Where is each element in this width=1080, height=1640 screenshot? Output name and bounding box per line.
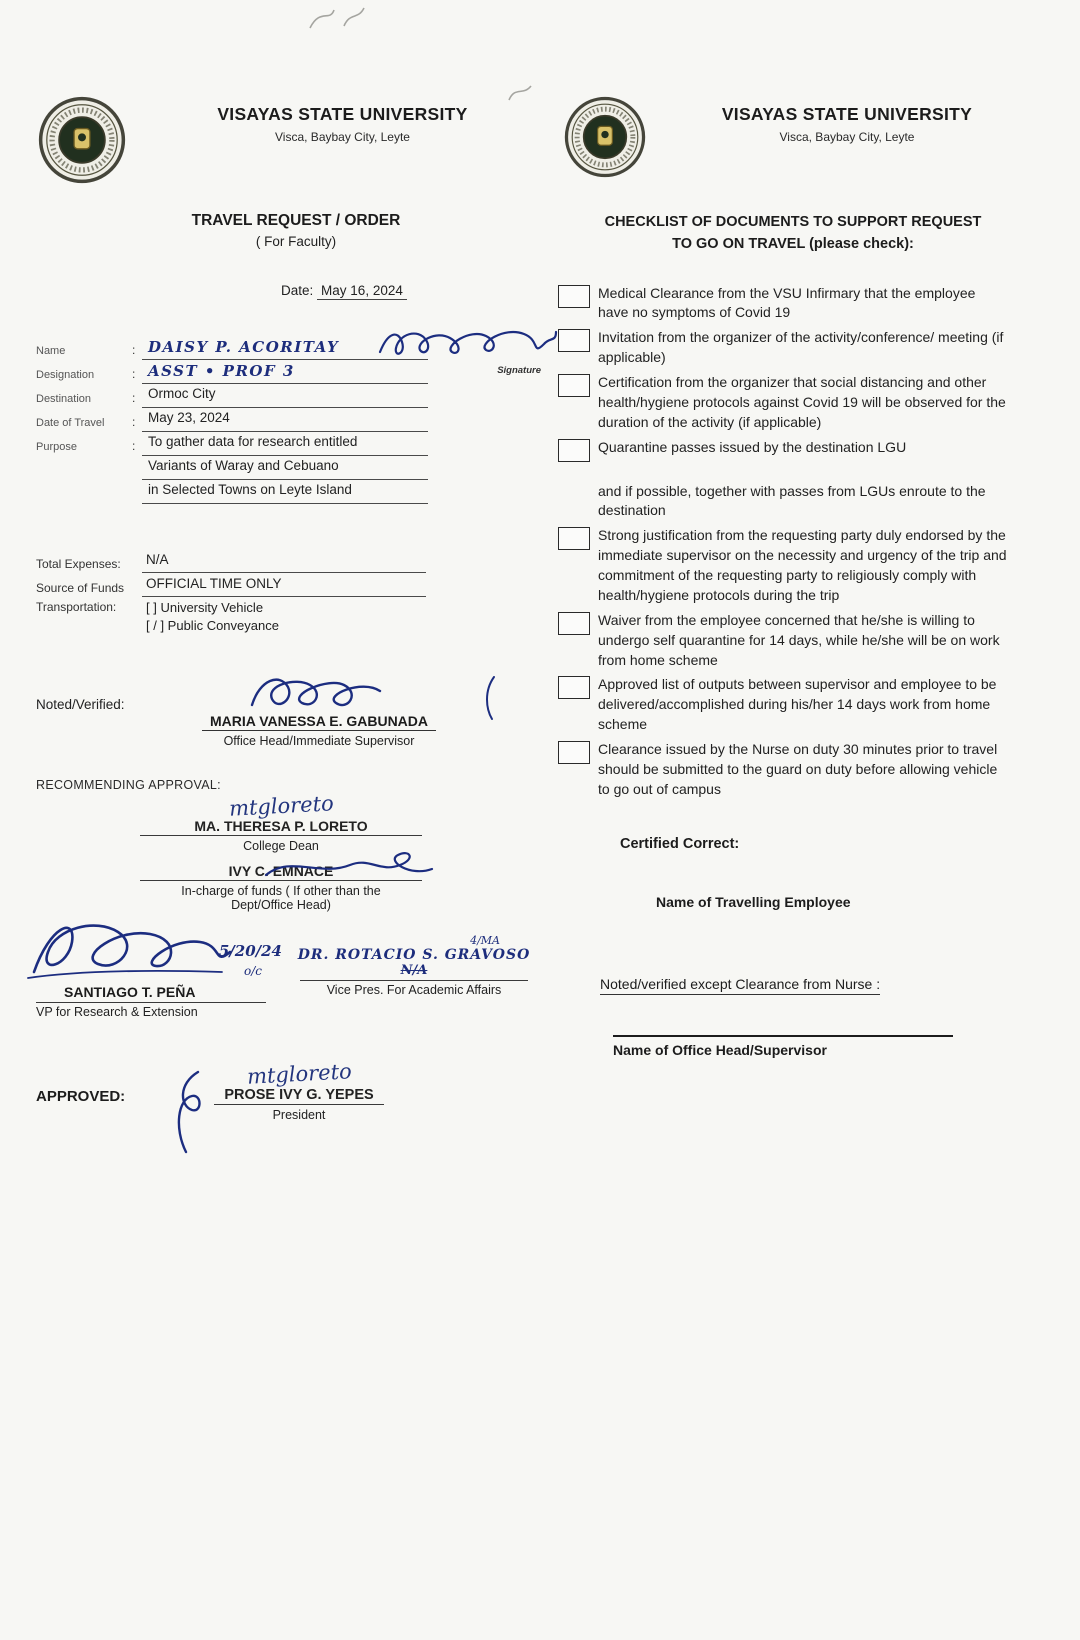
pen-scribble-mark xyxy=(300,2,370,34)
checkbox xyxy=(558,527,590,550)
vp-research-extension-block xyxy=(36,932,288,1028)
signature-flourish xyxy=(168,1066,208,1158)
form-title: TRAVEL REQUEST / ORDER xyxy=(191,212,401,229)
recommending-approval-label: RECOMMENDING APPROVAL: xyxy=(36,778,221,792)
checklist-item-certification xyxy=(558,373,1028,433)
handwritten-note-4ma: 4/MA xyxy=(470,934,500,947)
transportation-row xyxy=(36,600,541,616)
colon: : xyxy=(132,439,136,453)
field-purpose xyxy=(36,434,541,456)
date-label: Date: xyxy=(281,283,314,298)
signature-line xyxy=(300,980,528,981)
vsu-seal-logo xyxy=(564,96,646,178)
signature-loreto-script: mtgloreto xyxy=(228,791,334,821)
checklist-form xyxy=(558,92,1028,1058)
checklist xyxy=(558,284,1028,800)
purpose-line-2: Variants of Waray and Cebuano xyxy=(142,458,428,480)
vp-academic-title: Vice Pres. For Academic Affairs xyxy=(326,983,502,997)
travelling-employee-name-label: Name of Travelling Employee xyxy=(656,893,851,910)
college-dean-block xyxy=(140,791,422,853)
supervisor-title: Office Head/Immediate Supervisor xyxy=(223,734,415,748)
checklist-item-approved-outputs xyxy=(558,675,1028,735)
funds-incharge-name: IVY C. EMNACE xyxy=(140,863,422,881)
source-of-funds-row xyxy=(36,576,541,597)
left-header xyxy=(36,92,541,188)
dean-title: College Dean xyxy=(243,839,319,853)
approved-section xyxy=(36,1059,541,1122)
dean-name: MA. THERESA P. LORETO xyxy=(140,818,422,836)
transportation-label: Transportation: xyxy=(36,600,117,614)
checklist-item-invitation xyxy=(558,328,1028,368)
checklist-title-line-2: TO GO ON TRAVEL (please check): xyxy=(672,235,914,252)
checkbox xyxy=(558,612,590,635)
checklist-item-text: Certification from the organizer that social distancing and other health/hygiene protocols against Covid 19 will be observed for the duration of the activity (if applicable) xyxy=(598,374,1006,430)
travel-request-form xyxy=(36,92,541,1122)
source-of-funds-label: Source of Funds xyxy=(36,581,125,595)
university-address: Visca, Baybay City, Leyte xyxy=(275,130,410,144)
purpose-label: Purpose xyxy=(36,441,77,453)
checklist-item-waiver xyxy=(558,611,1028,671)
noted-verified-except-nurse-line: Noted/verified except Clearance from Nurse : xyxy=(600,976,880,995)
checklist-item-text: Waiver from the employee concerned that he/she is willing to undergo self quarantine for 14 days, while he/she will be on work from home scheme xyxy=(598,611,1000,668)
checklist-item-nurse-clearance xyxy=(558,740,1028,800)
noted-verified-label: Noted/Verified: xyxy=(36,697,125,712)
signature-emnace xyxy=(260,847,440,887)
checkbox xyxy=(558,285,590,308)
purpose-line-1: To gather data for research entitled xyxy=(142,434,428,456)
checklist-item-text-continued: and if possible, together with passes from LGUs enroute to the destination xyxy=(598,482,986,519)
checklist-item-text: Strong justification from the requesting party duly endorsed by the immediate supervisor on the necessity and urgency of the trip and commitment of the requesting party to religiously comply with health/hygiene protocols during the trip xyxy=(598,527,1007,603)
checkbox xyxy=(558,329,590,352)
name-value-handwritten: DAISY P. ACORITAY xyxy=(142,338,428,360)
pen-stroke xyxy=(478,673,500,723)
purpose-line-3: in Selected Towns on Leyte Island xyxy=(142,482,428,504)
checkbox xyxy=(558,741,590,764)
certified-correct-label: Certified Correct: xyxy=(620,835,740,852)
colon: : xyxy=(132,415,136,429)
checklist-item-quarantine-passes xyxy=(558,438,1028,522)
signature-yepes-script: mtgloreto xyxy=(246,1059,352,1089)
supervisor-name: MARIA VANESSA E. GABUNADA xyxy=(202,713,436,731)
office-head-supervisor-name-label: Name of Office Head/Supervisor xyxy=(613,1035,953,1058)
university-name: VISAYAS STATE UNIVERSITY xyxy=(217,104,468,124)
travel-date-value: May 23, 2024 xyxy=(142,410,428,432)
transport-option-university-vehicle: [ ] University Vehicle xyxy=(146,600,264,615)
total-expenses-row xyxy=(36,552,541,573)
expenses-section xyxy=(36,552,541,633)
colon: : xyxy=(132,343,136,357)
checklist-title-line-1: CHECKLIST OF DOCUMENTS TO SUPPORT REQUEST xyxy=(604,214,982,230)
university-address: Visca, Baybay City, Leyte xyxy=(779,130,915,144)
signature-pena xyxy=(22,908,252,992)
colon: : xyxy=(132,391,136,405)
vsu-seal-logo xyxy=(38,96,126,184)
destination-value: Ormoc City xyxy=(142,386,428,408)
name-label: Name xyxy=(36,345,66,357)
approved-label: APPROVED: xyxy=(36,1088,126,1105)
form-subtitle: ( For Faculty) xyxy=(255,234,337,249)
transport-option-public-conveyance: [ / ] Public Conveyance xyxy=(146,618,279,633)
signature-caption: Signature xyxy=(497,365,541,376)
na-crossed-out: N/A xyxy=(400,963,428,978)
total-expenses-label: Total Expenses: xyxy=(36,557,121,571)
colon: : xyxy=(132,367,136,381)
handwritten-date: 5/20/24 xyxy=(218,942,282,960)
funds-incharge-title-1: In-charge of funds ( If other than the xyxy=(181,884,381,898)
funds-incharge-title-2: Dept/Office Head) xyxy=(231,898,331,912)
vp-research-name: SANTIAGO T. PEÑA xyxy=(64,984,196,1000)
checklist-item-text: Invitation from the organizer of the activity/conference/ meeting (if applicable) xyxy=(598,329,1004,366)
signature-gravoso-script: DR. ROTACIO S. GRAVOSO xyxy=(297,947,531,963)
university-name: VISAYAS STATE UNIVERSITY xyxy=(721,104,973,124)
checklist-item-text: Clearance issued by the Nurse on duty 30 minutes prior to travel should be submitted to the guard on duty before allowing vehicle to go out of campus xyxy=(598,741,998,797)
total-expenses-value: N/A xyxy=(142,552,426,573)
signature-acoritay xyxy=(374,320,559,366)
travel-date-label: Date of Travel xyxy=(36,417,105,429)
noted-verified-section xyxy=(36,667,541,748)
vp-academic-affairs-block xyxy=(288,932,540,1028)
right-header xyxy=(558,92,1028,188)
designation-label: Designation xyxy=(36,369,95,381)
checkbox xyxy=(558,374,590,397)
source-of-funds-value: OFFICIAL TIME ONLY xyxy=(142,576,426,597)
field-travel-date xyxy=(36,410,541,432)
date-row xyxy=(281,283,541,298)
checklist-item-medical-clearance xyxy=(558,284,1028,324)
field-designation xyxy=(36,362,541,384)
president-name: PROSE IVY G. YEPES xyxy=(214,1087,383,1105)
form-fields xyxy=(36,338,541,504)
checklist-item-text: Quarantine passes issued by the destination LGU xyxy=(598,438,907,455)
handwritten-note-oc: o/c xyxy=(244,964,262,978)
field-destination xyxy=(36,386,541,408)
checkbox xyxy=(558,439,590,462)
date-value: May 16, 2024 xyxy=(317,283,407,300)
president-title: President xyxy=(272,1108,326,1122)
checklist-item-strong-justification xyxy=(558,526,1028,606)
destination-label: Destination xyxy=(36,393,92,405)
checklist-item-text: Medical Clearance from the VSU Infirmary that the employee have no symptoms of Covid 19 xyxy=(598,284,976,321)
checkbox xyxy=(558,676,590,699)
vice-presidents-row xyxy=(36,932,541,1028)
vp-research-title: VP for Research & Extension xyxy=(36,1005,198,1019)
designation-value-handwritten: ASST • PROF 3 xyxy=(142,362,428,384)
checklist-item-text: Approved list of outputs between supervisor and employee to be delivered/accomplished during his/her 14 days work from home scheme xyxy=(598,676,997,733)
signature-line xyxy=(36,1002,266,1003)
in-charge-of-funds-block xyxy=(140,863,422,912)
